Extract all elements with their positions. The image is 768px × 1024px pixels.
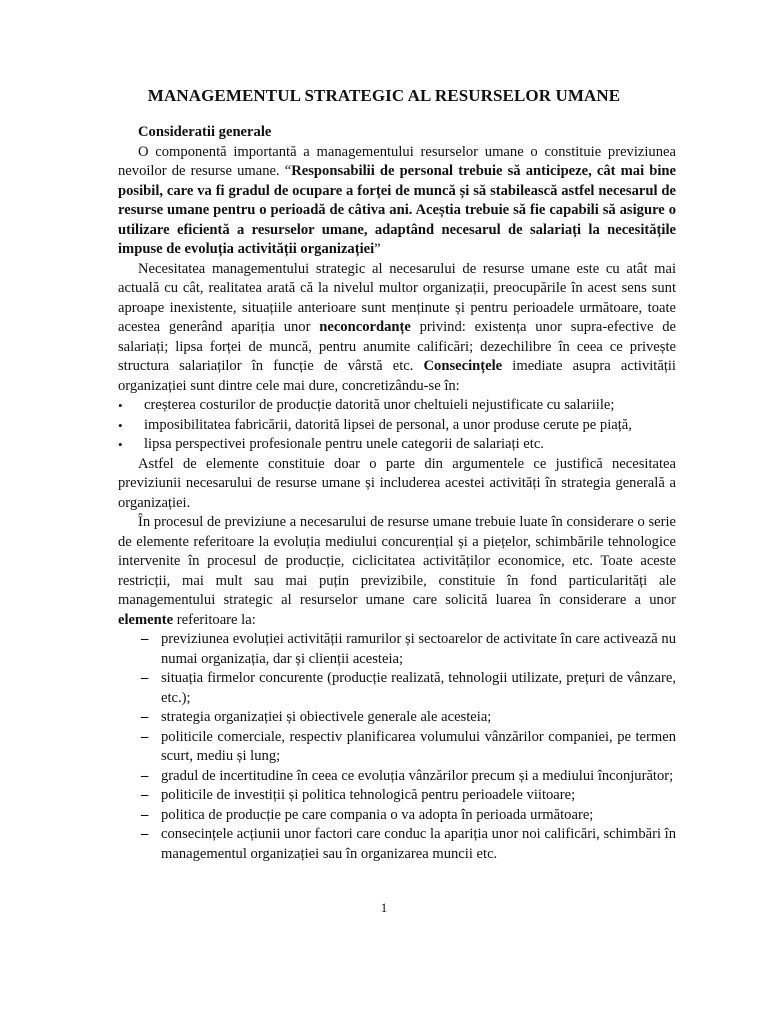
dash-icon: – xyxy=(141,670,149,686)
paragraph-forecast-process xyxy=(118,513,676,630)
list-item-text: politica de producție pe care compania o va adopta în perioada următoare; xyxy=(161,806,594,823)
bullet-icon: • xyxy=(118,417,123,433)
list-item xyxy=(142,728,676,767)
text-run: În procesul de previziune a necesarului de resurse umane trebuie luate în considerare o serie de elemente referitoare la evoluția mediului concurențial și a piețelor, schimbările tehnologice intervenite în procesul de producție, ciclicitatea activităților economice, etc. Toate aceste restricții, mai mult sau mai puțin previzibile, constituie în fond particularități ale managementului strategic al resurselor umane care solicită luarea în considerare a unor xyxy=(118,514,676,608)
text-run: imediate asupra activității organizației sunt dintre cele mai dure, concretizându-se în: xyxy=(118,358,676,394)
list-item-text: strategia organizației și obiectivele generale ale acesteia; xyxy=(161,709,492,725)
list-item xyxy=(142,630,676,669)
list-item-text: politicile de investiții și politica tehnologică pentru perioadele viitoare; xyxy=(161,787,576,803)
paragraph-arguments: Astfel de elemente constituie doar o parte din argumentele ce justifică necesitatea previziunii necesarului de resurse umane și includerea acestei activități în strategia generală a organizației. xyxy=(118,455,676,511)
paragraph-necessity xyxy=(118,260,676,397)
bold-term: Consecințele xyxy=(423,358,503,374)
document-title: MANAGEMENTUL STRATEGIC AL RESURSELOR UMANE xyxy=(147,86,621,105)
list-item-text: gradul de incertitudine în ceea ce evoluția vânzărilor precum și a mediului înconjurător; xyxy=(161,767,674,784)
list-item xyxy=(118,396,676,416)
page-number: 1 xyxy=(380,900,388,915)
dash-icon: – xyxy=(141,767,149,784)
list-item-text: imposibilitatea fabricării, datorită lipsei de personal, a unor produse cerute pe piață, xyxy=(144,416,632,433)
text-run: privind: existența unor supra-efective de salariați; lipsa forței de muncă, pentru anumite calificări; dezechilibre în ceea ce privește structura salariaților în funcție de vârstă etc. xyxy=(118,319,676,374)
dash-list xyxy=(118,630,676,864)
list-item xyxy=(142,669,676,708)
dash-icon: – xyxy=(141,728,149,745)
paragraph-intro xyxy=(118,143,676,260)
bold-quote: Responsabilii de personal trebuie să anticipeze, cât mai bine posibil, care va fi gradul de ocupare a forței de muncă și să stabilească astfel necesarul de resurse umane pentru o perioadă de câtiva ani. Aceștia trebuie să fie capabili să asigure o utilizare eficientă a resurselor umane, adaptând necesarul de salariați la necesitățile impuse de evoluția activității organizației xyxy=(118,163,677,257)
dash-icon: – xyxy=(141,787,149,803)
bullet-icon: • xyxy=(118,437,123,452)
list-item-text: situația firmelor concurente (producție realizată, tehnologii utilizate, prețuri de vânzare, etc.); xyxy=(161,670,676,706)
list-item xyxy=(142,767,676,787)
list-item xyxy=(118,435,676,455)
text-run: ” xyxy=(374,241,381,257)
text-run: Necesitatea managementului strategic al necesarului de resurse umane este cu atât mai actuală cu cât, realitatea arată că la nivelul multor organizații, preocupările în acest sens sunt aproape inexistente, situațiile anterioare sunt menținute și pentru perioadele următoare, toate acestea generând apariția unor xyxy=(118,260,676,335)
bold-term: elemente xyxy=(118,611,174,628)
dash-icon: – xyxy=(141,709,149,725)
bullet-list xyxy=(118,396,676,455)
dash-icon: – xyxy=(141,826,149,842)
dash-icon: – xyxy=(141,631,149,647)
dash-icon: – xyxy=(141,806,149,823)
list-item-text: lipsa perspectivei profesionale pentru unele categorii de salariați etc. xyxy=(144,436,544,452)
text-run: O componentă importantă a managementului resurselor umane o constituie previziunea nevoilor de resurse umane. “ xyxy=(118,143,676,179)
list-item xyxy=(142,786,676,806)
document-body xyxy=(118,123,676,864)
section-heading: Consideratii generale xyxy=(138,124,272,140)
list-item-text: consecințele acțiunii unor factori care conduc la apariția unor noi calificări, schimbări în managementul organizației sau în organizarea muncii etc. xyxy=(161,826,677,862)
list-item xyxy=(142,708,676,728)
list-item xyxy=(118,416,676,436)
text-run: referitoare la: xyxy=(173,611,256,628)
list-item xyxy=(142,806,676,826)
bullet-icon: • xyxy=(118,398,123,413)
bold-term: neconcordanțe xyxy=(319,319,411,335)
list-item-text: previziunea evoluției activității ramurilor și sectoarelor de activitate în care activează nu numai organizația, dar și clienții acesteia; xyxy=(161,631,676,667)
list-item-text: politicile comerciale, respectiv planificarea volumului vânzărilor companiei, pe termen scurt, mediu și lung; xyxy=(161,728,676,764)
list-item xyxy=(142,825,676,864)
list-item-text: creșterea costurilor de producție datorită unor cheltuieli nejustificate cu salariile; xyxy=(144,397,615,413)
